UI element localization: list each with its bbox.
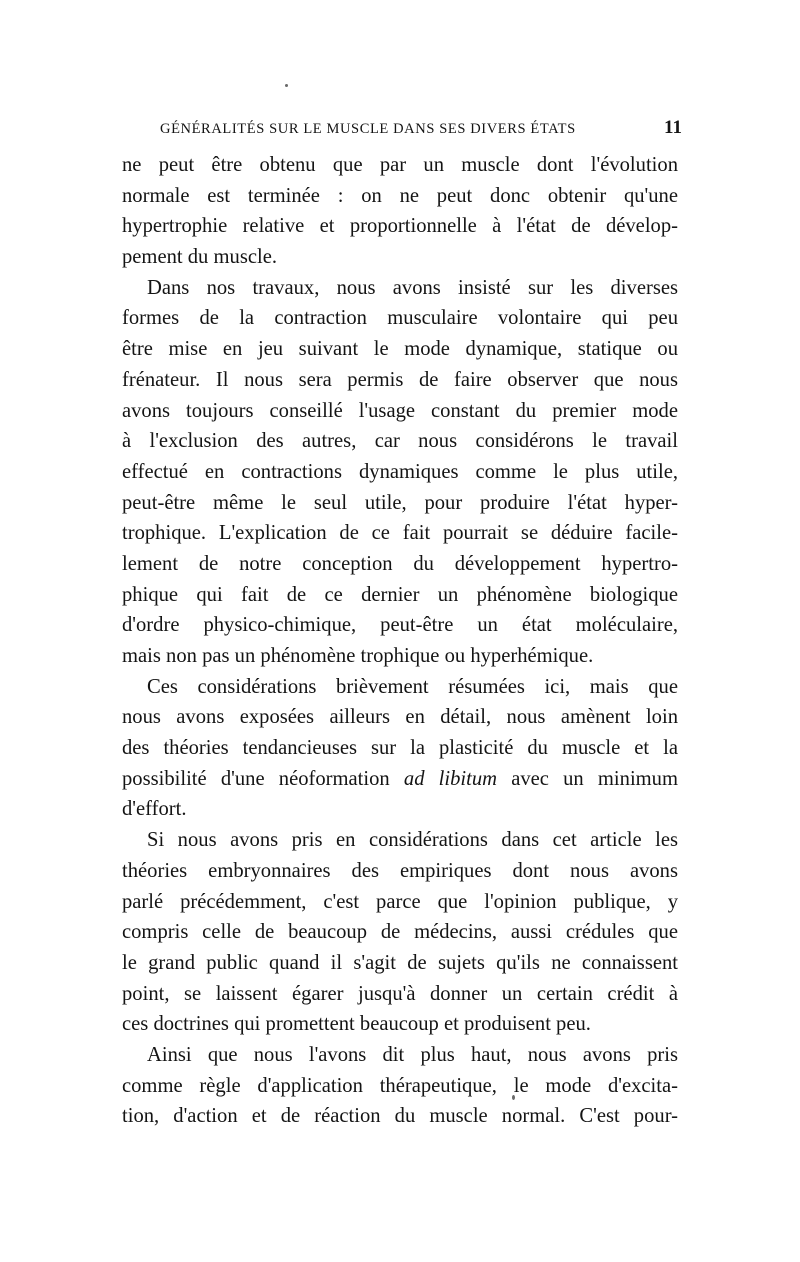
text-line: comme règle d'application thérapeutique, le mode d'excita- — [122, 1074, 678, 1097]
text-line: avons toujours conseillé l'usage constant du premier mode — [122, 399, 678, 422]
text-line-with-italic — [122, 764, 678, 795]
text-line: Dans nos travaux, nous avons insisté sur les diverses — [147, 276, 678, 299]
text-line: normale est terminée : on ne peut donc obtenir qu'une — [122, 184, 678, 207]
text-line: nous avons exposées ailleurs en détail, nous amènent loin — [122, 706, 678, 729]
italic-phrase: ad libitum — [403, 767, 498, 790]
paragraph — [122, 1040, 678, 1132]
text-line: des théories tendancieuses sur la plasticité du muscle et la — [122, 737, 678, 760]
text-line: mais non pas un phénomène trophique ou hyperhémique. — [122, 645, 594, 667]
text-line: phique qui fait de ce dernier un phénomène biologique — [122, 583, 678, 606]
text-line: frénateur. Il nous sera permis de faire observer que nous — [122, 368, 678, 391]
text-line: Ainsi que nous l'avons dit plus haut, nous avons pris — [147, 1043, 678, 1066]
text-line: effectué en contractions dynamiques comme le plus utile, — [122, 460, 678, 483]
paragraph — [122, 150, 678, 273]
text-line: d'effort. — [122, 798, 187, 821]
print-speck — [285, 84, 288, 87]
text-line: compris celle de beaucoup de médecins, aussi crédules que — [122, 921, 678, 944]
text-line: peut-être même le seul utile, pour produire l'état hyper- — [122, 491, 678, 514]
paragraph — [122, 273, 678, 672]
text-line: point, se laissent égarer jusqu'à donner un certain crédit à — [122, 982, 678, 1005]
text-line: ne peut être obtenu que par un muscle dont l'évolution — [122, 154, 678, 176]
page-header — [160, 117, 682, 141]
text-line: être mise en jeu suivant le mode dynamique, statique ou — [122, 338, 678, 361]
text-line: Ces considérations brièvement résumées ici, mais que — [147, 675, 678, 698]
text-line: à l'exclusion des autres, car nous considérons le travail — [122, 430, 678, 453]
text-line: lement de notre conception du développement hypertro- — [122, 552, 678, 575]
text-line: Si nous avons pris en considérations dans cet article les — [147, 829, 678, 852]
text-line: hypertrophie relative et proportionnelle à l'état de dévelop- — [122, 215, 678, 238]
text-run: possibilité d'une néoformation — [122, 767, 390, 790]
text-line: trophique. L'explication de ce fait pourrait se déduire facile- — [122, 522, 678, 545]
text-line: d'ordre physico-chimique, peut-être un état moléculaire, — [122, 614, 678, 637]
text-line: formes de la contraction musculaire volontaire qui peu — [122, 307, 678, 330]
page-number: 11 — [664, 117, 682, 138]
text-line: théories embryonnaires des empiriques dont nous avons — [122, 859, 678, 882]
running-head: GÉNÉRALITÉS SUR LE MUSCLE DANS SES DIVERS ÉTATS — [160, 121, 576, 137]
text-line: ces doctrines qui promettent beaucoup et produisent peu. — [122, 1013, 591, 1036]
body-text — [122, 150, 678, 1132]
paragraph — [122, 825, 678, 1040]
text-line: parlé précédemment, c'est parce que l'opinion publique, y — [122, 890, 678, 913]
text-run: avec un minimum — [511, 767, 678, 790]
text-line: le grand public quand il s'agit de sujets qu'ils ne connaissent — [122, 951, 678, 974]
paragraph — [122, 672, 678, 825]
text-line: tion, d'action et de réaction du muscle normal. C'est pour- — [122, 1105, 678, 1128]
text-line: pement du muscle. — [122, 246, 277, 269]
